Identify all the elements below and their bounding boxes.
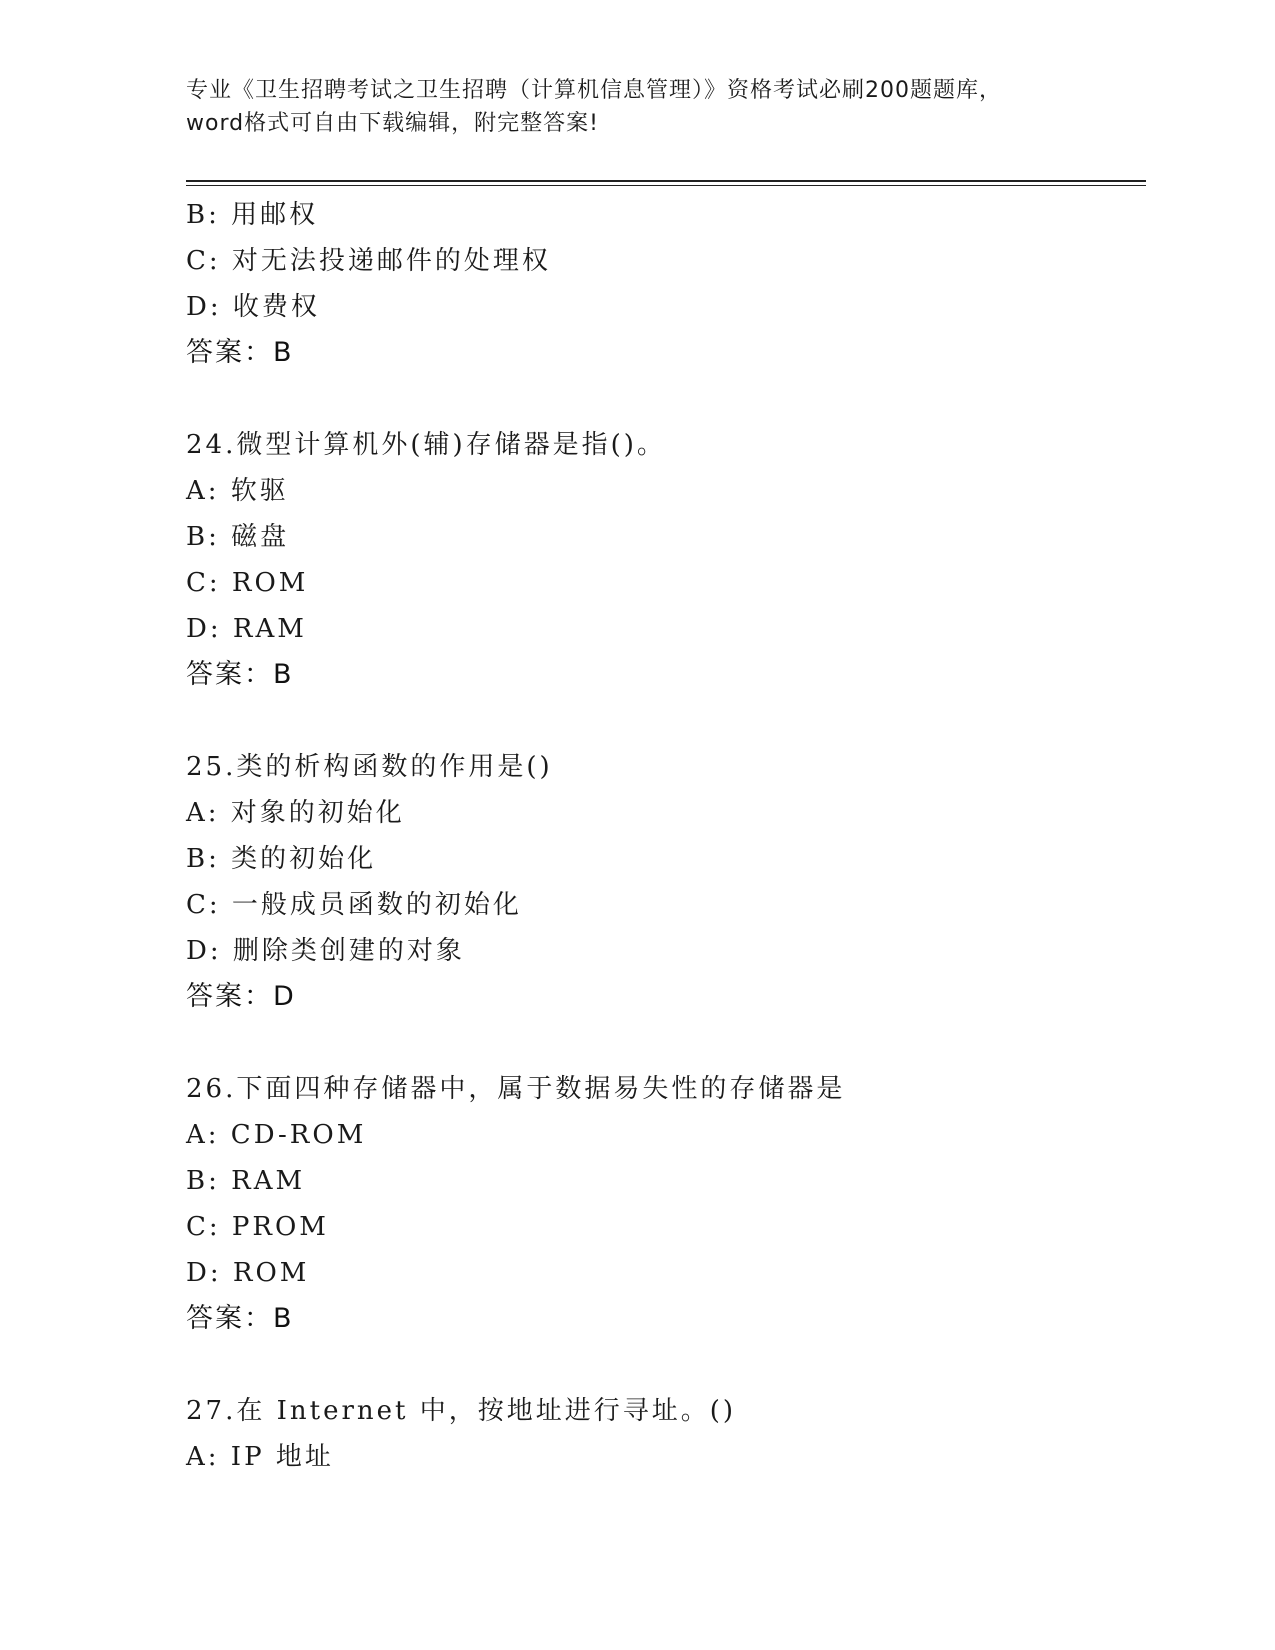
question-25 [186,744,1146,1020]
question-stem: 27.在 Internet 中，按地址进行寻址。() [186,1396,737,1426]
option-d: D: 收费权 [186,292,320,322]
answer-line: 答案：D [186,981,296,1012]
question-list [186,192,1146,1480]
option-c: C: PROM [186,1212,329,1242]
answer-line: 答案：B [186,1303,294,1334]
question-stem: 26.下面四种存储器中，属于数据易失性的存储器是 [186,1074,846,1104]
header-divider-thin [186,185,1146,186]
spacer [186,1020,1146,1066]
option-a: A: 软驱 [186,476,289,506]
question-stem: 24.微型计算机外(辅)存储器是指()。 [186,430,666,460]
spacer [186,698,1146,744]
option-d: D: RAM [186,614,307,644]
header-title-line-2: word格式可自由下载编辑，附完整答案! [186,111,599,136]
option-c: C: 一般成员函数的初始化 [186,890,522,920]
option-a: A: 对象的初始化 [186,798,405,828]
answer-line: 答案：B [186,337,294,368]
question-stem: 25.类的析构函数的作用是() [186,752,553,782]
question-26 [186,1066,1146,1342]
option-b: B: 类的初始化 [186,844,377,874]
answer-line: 答案：B [186,659,294,690]
option-c: C: ROM [186,568,309,598]
question-23-continued [186,192,1146,376]
header-divider-thick [186,180,1146,182]
option-a: A: CD-ROM [186,1120,367,1150]
document-header [186,74,1086,140]
spacer [186,1342,1146,1388]
option-c: C: 对无法投递邮件的处理权 [186,246,551,276]
option-b: B: 磁盘 [186,522,290,552]
spacer [186,376,1146,422]
option-d: D: 删除类创建的对象 [186,936,465,966]
option-b: B: RAM [186,1166,306,1196]
option-d: D: ROM [186,1258,310,1288]
header-title-line-1: 专业《卫生招聘考试之卫生招聘（计算机信息管理）》资格考试必刷200题题库， [186,78,1002,103]
question-24 [186,422,1146,698]
option-a: A: IP 地址 [186,1442,334,1472]
question-27 [186,1388,1146,1480]
option-b: B: 用邮权 [186,200,319,230]
